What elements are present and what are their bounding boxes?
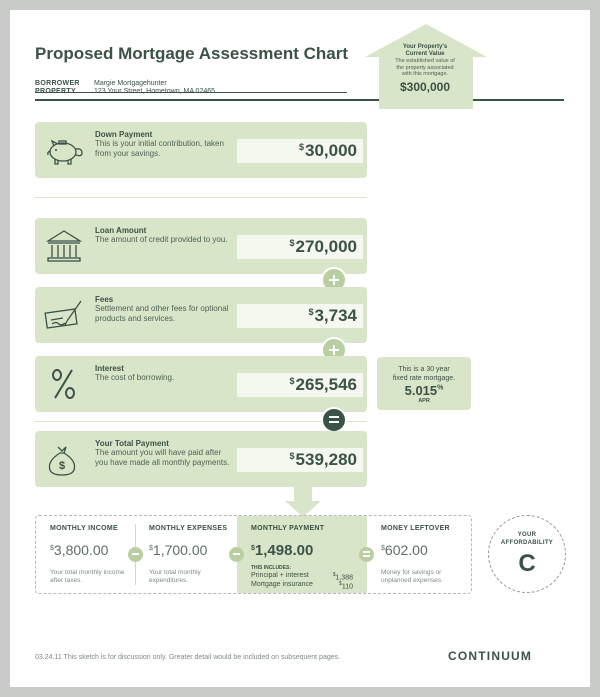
money-leftover-description: Money for savings or unplanned expenses. [381,569,443,584]
affordability-badge [488,515,566,593]
house-description: The established value of the property associated with this mortgage. [395,58,455,77]
fees-amount-box [237,304,363,328]
borrower-value: Margie Mortgagehunter [94,80,167,87]
down-payment-description: This is your initial contribution, taken from your savings. [95,139,224,158]
section-divider [35,197,367,198]
loan-amount-box [237,235,363,259]
monthly-expenses-amount: $1,700.00 [149,542,208,558]
property-label: PROPERTY [35,88,76,95]
equals-icon [321,407,347,433]
total-payment-title: Your Total Payment [95,439,169,448]
down-payment-amount: $30,000 [298,141,357,160]
fees-title: Fees [95,295,114,304]
total-payment-amount: $539,280 [289,450,357,469]
monthly-payment-title: MONTHLY PAYMENT [251,525,325,532]
payment-includes-label: THIS INCLUDES: [251,565,291,571]
rate-value: 5.015% [404,383,444,398]
assessment-sheet [10,10,590,687]
svg-text:$: $ [58,460,66,472]
interest-card [35,356,367,412]
monthly-income-column [36,516,135,593]
loan-amount-description: The amount of credit provided to you. [95,235,228,244]
monthly-expenses-description: Your total monthly expenditures. [149,569,201,584]
house-title: Your Property's Current Value [402,44,448,57]
minus-icon [128,547,143,562]
interest-amount-box [237,373,363,397]
page-title: Proposed Mortgage Assessment Chart [35,44,348,63]
piggy-bank-icon [43,130,85,170]
monthly-payment-amount: $1,498.00 [251,542,314,559]
percent-icon [43,364,85,404]
fees-card [35,287,367,343]
monthly-expenses-title: MONTHLY EXPENSES [149,525,228,532]
monthly-income-title: MONTHLY INCOME [50,525,118,532]
interest-amount: $265,546 [289,375,357,394]
bank-building-icon [43,226,85,266]
interest-title: Interest [95,364,124,373]
monthly-expenses-column [135,516,237,593]
property-current-value: $300,000 [399,80,451,94]
fees-amount: $3,734 [308,306,357,325]
monthly-income-description: Your total monthly income after taxes. [50,569,125,584]
money-bag-icon [43,439,85,479]
money-leftover-title: MONEY LEFTOVER [381,525,450,532]
mortgage-insurance-line: Mortgage insurance $110 [251,581,353,591]
loan-amount-title: Loan Amount [95,226,147,235]
fees-description: Settlement and other fees for optional products and services. [95,304,229,323]
principal-interest-line: Principal + interest $1,388 [251,572,353,582]
affordability-label: YOUR AFFORDABILITY [500,532,554,546]
total-payment-amount-box [237,448,363,472]
affordability-grade: C [518,550,536,577]
money-leftover-column [367,516,471,593]
borrower-label: BORROWER [35,80,80,87]
monthly-payment-column [237,516,367,593]
total-payment-description: The amount you will have paid after you have made all monthly payments. [95,448,230,467]
minus-icon [229,547,244,562]
rate-note [377,357,471,410]
rate-apr-label: APR [418,398,430,404]
monthly-breakdown [35,515,472,594]
down-payment-title: Down Payment [95,130,153,139]
total-payment-card [35,431,367,487]
arrow-down-icon [285,487,321,517]
brand-logo: CONTINUUM [448,649,533,663]
loan-amount-card [35,218,367,274]
section-divider [35,421,367,422]
down-payment-card [35,122,367,178]
loan-amount-value: $270,000 [289,237,357,256]
money-leftover-amount: $602.00 [381,542,428,558]
check-signing-icon [43,295,85,335]
equals-icon [359,547,374,562]
monthly-income-amount: $3,800.00 [50,542,109,558]
rate-note-text: This is a 30 year fixed rate mortgage. [392,366,456,382]
footer-note: 03.24.11 This sketch is for discussion only. Greater detail would be included on subsequent pages. [35,654,341,661]
property-value: 123 Your Street, Hometown, MA 02465 [94,88,216,95]
down-payment-amount-box [237,139,363,163]
interest-description: The cost of borrowing. [95,373,175,382]
